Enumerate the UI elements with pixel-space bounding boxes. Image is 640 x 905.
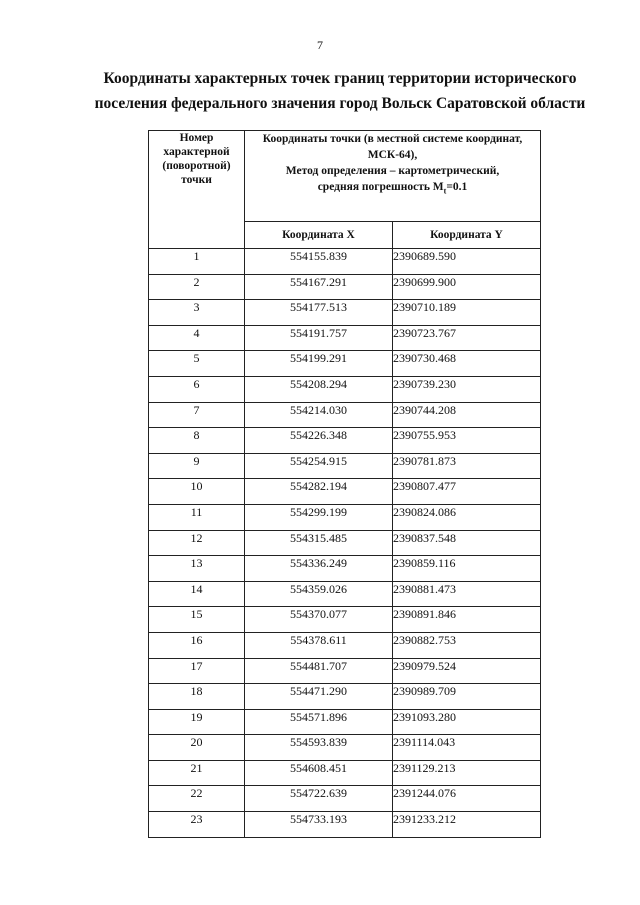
- table-row: [149, 632, 541, 658]
- coordinate-y-cell: 2390881.473: [393, 581, 541, 607]
- table-row: [149, 249, 541, 275]
- coordinate-y-cell: 2390781.873: [393, 453, 541, 479]
- coordinate-y-cell: 2390739.230: [393, 376, 541, 402]
- coordinate-x-cell: 554370.077: [245, 607, 393, 633]
- table-header: [149, 131, 541, 249]
- page-title: [60, 66, 620, 116]
- header-coordinate-x: Координата X: [245, 222, 393, 249]
- coordinate-x-cell: 554177.513: [245, 300, 393, 326]
- coordinate-x-cell: 554214.030: [245, 402, 393, 428]
- coordinate-x-cell: 554608.451: [245, 760, 393, 786]
- point-number-cell: 10: [149, 479, 245, 505]
- coordinate-x-cell: 554471.290: [245, 684, 393, 710]
- point-number-cell: 11: [149, 504, 245, 530]
- page-title-line-1: Координаты характерных точек границ территории исторического: [103, 70, 577, 87]
- coordinate-y-cell: 2390755.953: [393, 428, 541, 454]
- coordinate-x-cell: 554282.194: [245, 479, 393, 505]
- table-row: [149, 428, 541, 454]
- coordinate-x-cell: 554733.193: [245, 812, 393, 838]
- coordinate-y-cell: 2390837.548: [393, 530, 541, 556]
- header-point-number-line: (поворотной): [162, 160, 231, 172]
- coordinate-y-cell: 2390824.086: [393, 504, 541, 530]
- table-row: [149, 709, 541, 735]
- point-number-cell: 8: [149, 428, 245, 454]
- point-number-cell: 9: [149, 453, 245, 479]
- table-row: [149, 607, 541, 633]
- point-number-cell: 5: [149, 351, 245, 377]
- table-header-row: [149, 131, 541, 222]
- coordinate-y-cell: 2390891.846: [393, 607, 541, 633]
- point-number-cell: 6: [149, 376, 245, 402]
- point-number-cell: 19: [149, 709, 245, 735]
- header-point-number: [149, 131, 245, 249]
- page-number: 7: [317, 38, 323, 52]
- point-number-cell: 15: [149, 607, 245, 633]
- coordinate-x-cell: 554155.839: [245, 249, 393, 275]
- coordinate-x-cell: 554593.839: [245, 735, 393, 761]
- table-row: [149, 300, 541, 326]
- header-coordinates-line: МСК-64),: [367, 149, 418, 161]
- coordinate-x-cell: 554226.348: [245, 428, 393, 454]
- point-number-cell: 14: [149, 581, 245, 607]
- coordinate-y-cell: 2390807.477: [393, 479, 541, 505]
- table-row: [149, 402, 541, 428]
- coordinate-y-cell: 2390979.524: [393, 658, 541, 684]
- coordinate-y-cell: 2390744.208: [393, 402, 541, 428]
- table-row: [149, 530, 541, 556]
- coordinate-y-cell: 2390699.900: [393, 274, 541, 300]
- coordinate-x-cell: 554722.639: [245, 786, 393, 812]
- table-row: [149, 351, 541, 377]
- coordinate-y-cell: 2391233.212: [393, 812, 541, 838]
- coordinate-y-cell: 2390882.753: [393, 632, 541, 658]
- table-body: [149, 249, 541, 838]
- table-row: [149, 760, 541, 786]
- table-row: [149, 735, 541, 761]
- point-number-cell: 16: [149, 632, 245, 658]
- coordinate-x-cell: 554336.249: [245, 556, 393, 582]
- header-accuracy-prefix: средняя погрешность M: [317, 181, 444, 193]
- coordinate-x-cell: 554191.757: [245, 325, 393, 351]
- point-number-cell: 2: [149, 274, 245, 300]
- header-point-number-line: Номер: [179, 132, 214, 144]
- point-number-cell: 21: [149, 760, 245, 786]
- header-point-number-line: характерной: [163, 146, 230, 158]
- coordinate-y-cell: 2391129.213: [393, 760, 541, 786]
- coordinate-y-cell: 2390723.767: [393, 325, 541, 351]
- page-title-line-2: поселения федерального значения город Вольск Саратовской области: [94, 95, 586, 112]
- table-row: [149, 479, 541, 505]
- table-row: [149, 812, 541, 838]
- header-coordinates-line: Координаты точки (в местной системе координат,: [262, 133, 523, 145]
- header-accuracy-suffix: =0.1: [446, 181, 468, 193]
- table-row: [149, 658, 541, 684]
- header-coordinates-line: Метод определения – картометрический,: [285, 165, 500, 177]
- coordinate-y-cell: 2390859.116: [393, 556, 541, 582]
- coordinate-y-cell: 2391244.076: [393, 786, 541, 812]
- header-coordinate-y: Координата Y: [393, 222, 541, 249]
- table-row: [149, 325, 541, 351]
- coordinate-y-cell: 2391114.043: [393, 735, 541, 761]
- coordinate-x-cell: 554299.199: [245, 504, 393, 530]
- coordinate-x-cell: 554208.294: [245, 376, 393, 402]
- point-number-cell: 20: [149, 735, 245, 761]
- table-row: [149, 453, 541, 479]
- point-number-cell: 13: [149, 556, 245, 582]
- coordinate-x-cell: 554254.915: [245, 453, 393, 479]
- coordinate-x-cell: 554359.026: [245, 581, 393, 607]
- coordinate-x-cell: 554378.611: [245, 632, 393, 658]
- header-coordinates: [245, 131, 541, 222]
- coordinate-x-cell: 554315.485: [245, 530, 393, 556]
- coordinates-table: [148, 130, 541, 838]
- coordinate-y-cell: 2390689.590: [393, 249, 541, 275]
- table-row: [149, 786, 541, 812]
- point-number-cell: 12: [149, 530, 245, 556]
- point-number-cell: 7: [149, 402, 245, 428]
- coordinate-y-cell: 2390989.709: [393, 684, 541, 710]
- header-accuracy-subscript: t: [443, 186, 447, 196]
- point-number-cell: 3: [149, 300, 245, 326]
- coordinate-x-cell: 554571.896: [245, 709, 393, 735]
- point-number-cell: 17: [149, 658, 245, 684]
- table-row: [149, 684, 541, 710]
- point-number-cell: 4: [149, 325, 245, 351]
- table-row: [149, 504, 541, 530]
- header-accuracy-line: [245, 179, 540, 199]
- coordinate-x-cell: 554167.291: [245, 274, 393, 300]
- coordinate-x-cell: 554481.707: [245, 658, 393, 684]
- table-row: [149, 274, 541, 300]
- point-number-cell: 18: [149, 684, 245, 710]
- header-point-number-line: точки: [181, 174, 212, 186]
- table-row: [149, 376, 541, 402]
- coordinate-x-cell: 554199.291: [245, 351, 393, 377]
- table-row: [149, 581, 541, 607]
- table-row: [149, 556, 541, 582]
- point-number-cell: 1: [149, 249, 245, 275]
- point-number-cell: 22: [149, 786, 245, 812]
- point-number-cell: 23: [149, 812, 245, 838]
- coordinate-y-cell: 2390710.189: [393, 300, 541, 326]
- coordinate-y-cell: 2390730.468: [393, 351, 541, 377]
- coordinate-y-cell: 2391093.280: [393, 709, 541, 735]
